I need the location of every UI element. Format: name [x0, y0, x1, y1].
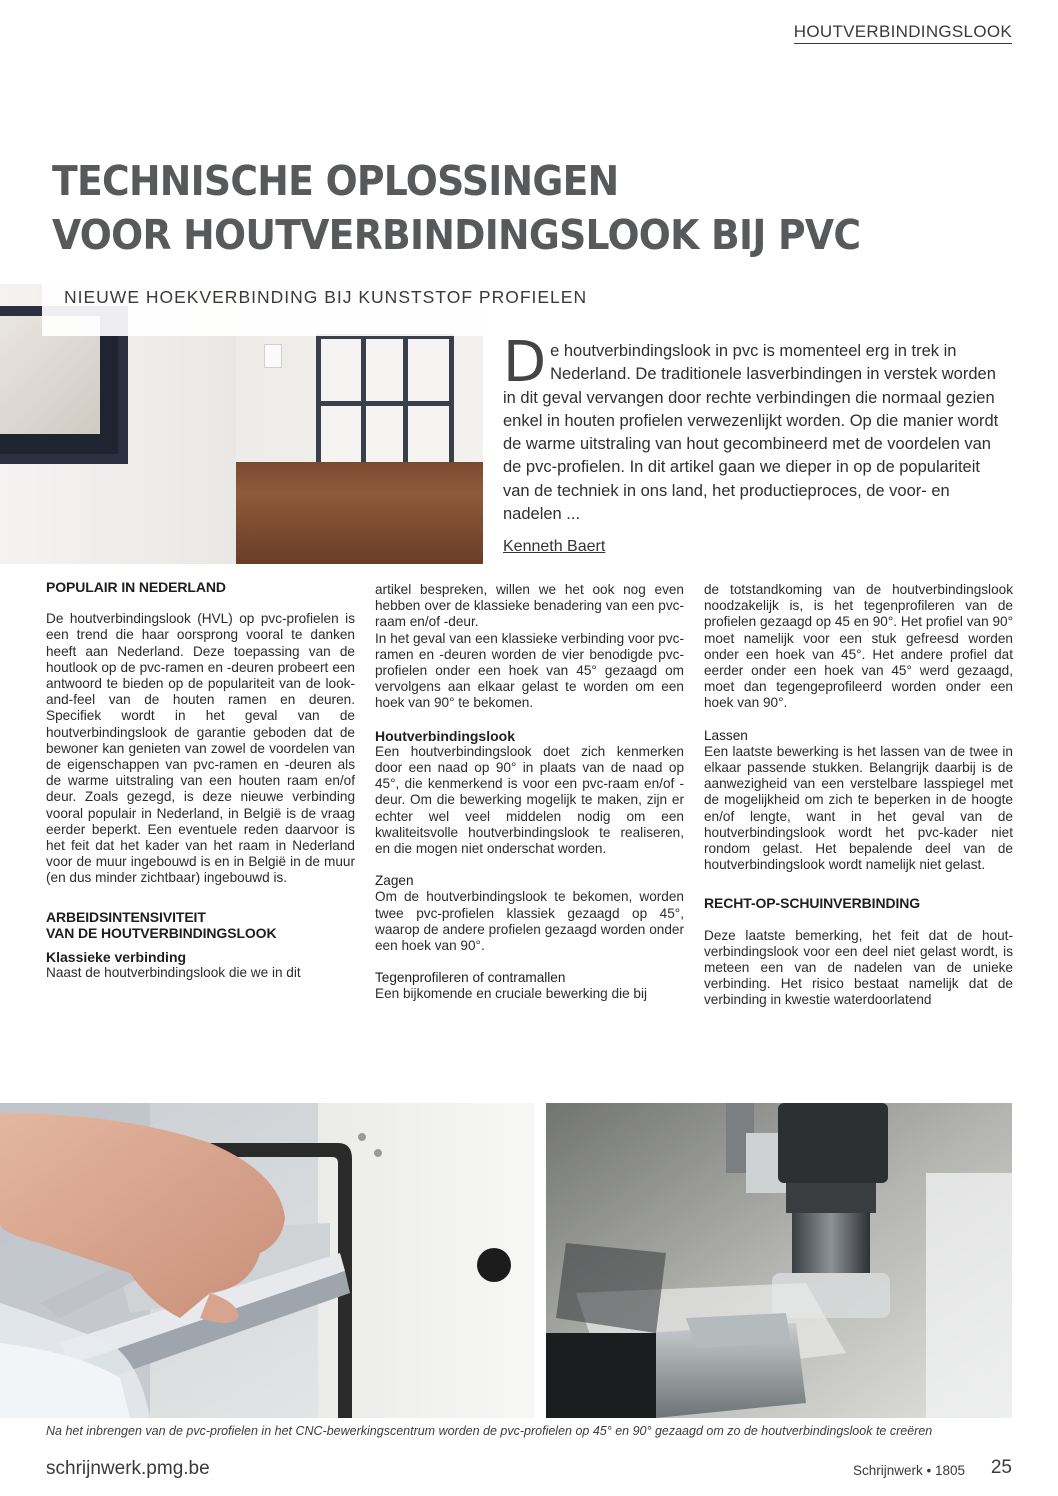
hero-photo	[0, 284, 483, 564]
section-tag: HOUTVERBINDINGSLOOK	[794, 22, 1012, 44]
heading-arbeid-line-2: VAN DE HOUTVERBINDINGSLOOK	[46, 924, 277, 941]
paragraph-klassieke-verbinding: Naast de houtverbindingslook die we in dit	[46, 965, 301, 981]
figure-caption: Na het inbrengen van de pvc-profielen in het CNC-bewerkingscentrum worden de pvc-profielen op 45° en 90° gezaagd om zo de houtverbindingslook te creëren	[46, 1424, 933, 1438]
paragraph-houtverbindingslook: Een houtverbindingslook doet zich kenmerken door een naad op 90° in plaats van de naad op 45°, die kenmerkend is voor een pvc-raam en/of -deur. Om die bewerking mogelijk te maken, zijn er echter wel veel middelen nodig om een kwaliteitsvolle houtverbindingslook te realiseren, en die mogen niet onderschat worden.	[375, 743, 684, 857]
heading-recht-op-schuin: RECHT-OP-SCHUINVERBINDING	[704, 895, 921, 912]
heading-arbeid-line-1: ARBEIDSINTENSIVITEIT	[46, 908, 206, 925]
text-column-3	[704, 582, 1013, 1009]
paragraph-klassiek-cont-1: artikel bespreken, willen we het ook nog even hebben over de klassieke benadering van een pvc-raam en/of -deur.	[375, 582, 684, 630]
paragraph-tegenprofileren: Een bijkomende en cruciale bewerking die bij	[375, 986, 648, 1002]
text-column-1	[46, 579, 355, 981]
article-title	[52, 154, 860, 262]
photo-cnc-loading	[0, 1103, 534, 1418]
article-subtitle: NIEUWE HOEKVERBINDING BIJ KUNSTSTOF PROFIELEN	[64, 287, 588, 307]
hero-wooden-sill	[236, 462, 483, 564]
intro-dropcap: D	[503, 330, 547, 395]
paragraph-klassiek-cont-2: In het geval van een klassieke verbinding voor pvc-ramen en -deuren worden de vier benodigde pvc-profielen onder een hoek van 45° gezaagd om vervolgens aan elkaar gelast te worden om een hoek van 90° te bekomen.	[375, 630, 684, 711]
footer-magazine: Schrijnwerk • 1805	[852, 1463, 965, 1478]
paragraph-tegenprofileren-cont: de totstandkoming van de houtverbindingslook noodzakelijk is, is het tegenprofileren van de profielen gezaagd op 45 en 90°. Het profiel van 90° moet namelijk voor een stuk gefreesd worden onder een hoek van 45°. Het andere profiel dat eerder onder een hoek van 45° werd gezaagd, moet dan tegengeprofileerd worden onder een hoek van 90°.	[704, 582, 1013, 711]
heading-zagen: Zagen	[375, 873, 414, 889]
intro-text: e houtverbindingslook in pvc is momenteel erg in trek in Nederland. De traditionele lasverbindingen in verstek worden in dit geval vervangen door rechte verbindingen die normaal gezien enkel in houten profielen verwezenlijkt worden. Op die manier wordt de warme uitstraling van hout gecombineerd met de voordelen van de pvc-profielen. In dit artikel gaan we dieper in op de populariteit van de techniek in ons land, het productieproces, de voor- en nadelen ...	[503, 342, 999, 524]
footer-url[interactable]: schrijnwerk.pmg.be	[46, 1458, 210, 1479]
author-name: Kenneth Baert	[503, 538, 606, 555]
hero-light-switch	[264, 344, 282, 368]
heading-tegenprofileren: Tegenprofileren of contramallen	[375, 970, 566, 986]
heading-klassieke-verbinding: Klassieke verbinding	[46, 949, 187, 966]
paragraph-populair: De houtverbindingslook (HVL) op pvc-profielen is een trend die haar oorsprong vooral te danken heeft aan Nederland. Deze toepassing van de houtlook op de pvc-ramen en -deuren probeert een antwoord te bieden op de populariteit van de look-and-feel van de houten ramen en deuren. Specifiek wordt in het geval van de houtverbindingslook de garantie geboden dat de bewoner kan genieten van zowel de voordelen van de eigenschappen van pvc-ramen en -deuren als de warme uitstraling van een houten raam en/of deur. Zoals gezegd, is deze nieuwe verbinding vooral populair in Nederland, in België is de vraag eerder beperkt. Een eventuele reden daarvoor is het feit dat het kader van het raam in Nederland voor de muur ingebouwd is en in België in de muur (en dus minder zichtbaar) ingebouwd is.	[46, 611, 355, 886]
heading-populair: POPULAIR IN NEDERLAND	[46, 579, 226, 595]
photo-cnc-milling	[546, 1103, 1012, 1418]
page-number: 25	[990, 1457, 1012, 1478]
text-column-2	[375, 582, 684, 1003]
hero-background-window	[316, 334, 454, 478]
paragraph-lassen: Een laatste bewerking is het lassen van de twee in elkaar passende stukken. Belangrijk daarbij is de aanwezigheid van een verstelbare lasspiegel met de mogelijkheid om zich te beperken in de hoogte en/of lengte, want in het geval van de houtverbindingslook wordt het pvc-kader niet rondom gelast. Het bepalende deel van de houtverbindingslook wordt namelijk niet gelast.	[704, 743, 1013, 873]
title-line-2: VOOR HOUTVERBINDINGSLOOK BIJ PVC	[52, 211, 861, 259]
heading-lassen: Lassen	[704, 727, 748, 743]
paragraph-zagen: Om de houtverbindingslook te bekomen, worden twee pvc-profielen klassiek gezaagd op 45°, waarop de andere profielen gezaagd worden onder een hoek van 90°.	[375, 889, 684, 954]
title-line-1: TECHNISCHE OPLOSSINGEN	[52, 157, 619, 205]
heading-houtverbindingslook: Houtverbindingslook	[375, 727, 515, 744]
intro-paragraph	[503, 330, 1008, 526]
paragraph-recht-op-schuin: Deze laatste bemerking, het feit dat de houtverbindingslook voor een deel niet gelast wordt, is meteen een van de nadelen van de unieke verbinding. Het risico bestaat namelijk dat de verbinding in kwestie waterdoorlatend	[704, 927, 1013, 1008]
